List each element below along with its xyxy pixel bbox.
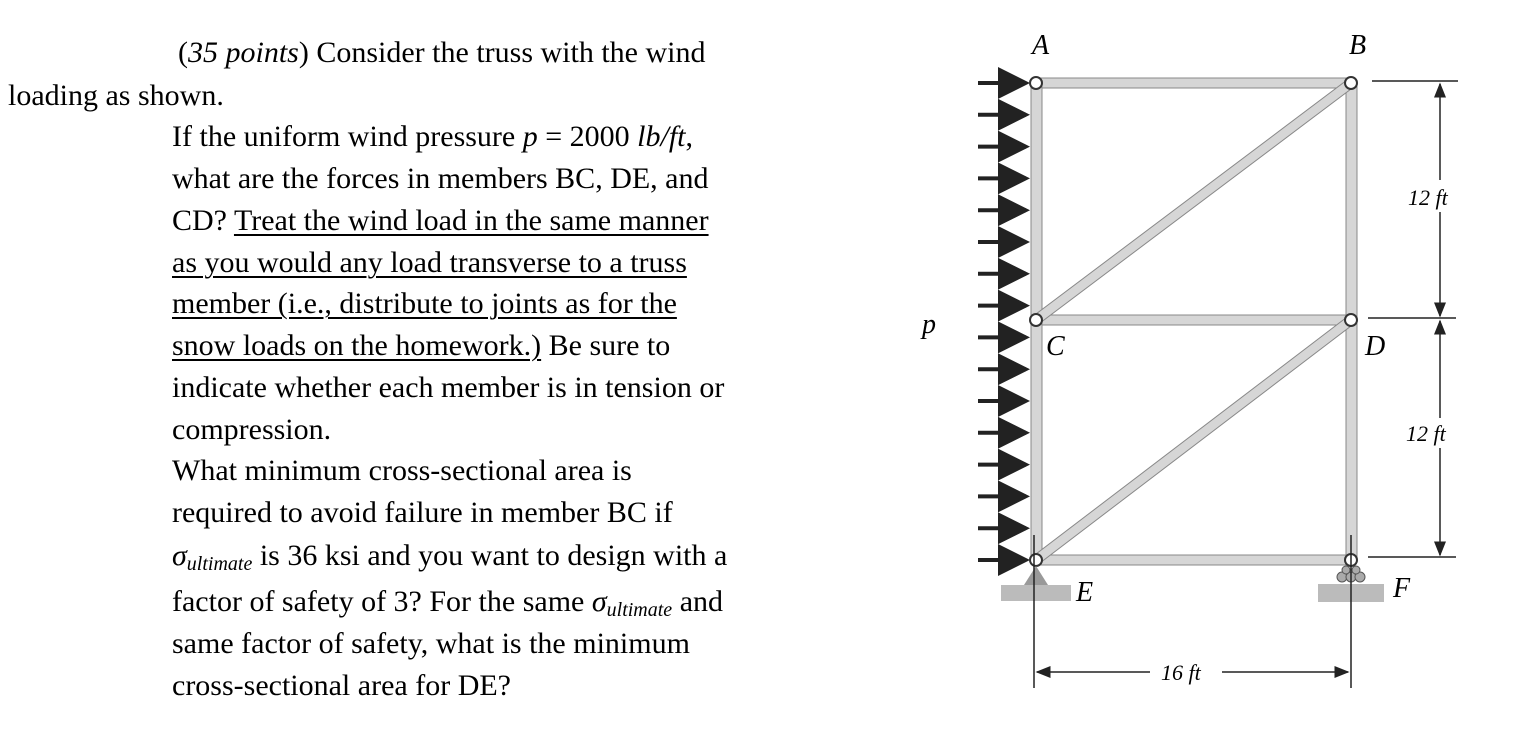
underlined-text: Treat the wind load in the same manner <box>233 204 709 237</box>
line-12: required to avoid failure in member BC if <box>172 496 673 529</box>
joint-label-C: C <box>1046 331 1065 362</box>
line-4: what are the forces in members BC, DE, and <box>172 162 709 195</box>
joint-C <box>1030 314 1042 326</box>
t: and <box>672 585 724 618</box>
member-BC <box>1036 77 1351 326</box>
t: If the uniform wind pressure <box>172 120 523 153</box>
joint-D <box>1345 314 1357 326</box>
line-2: loading as shown. <box>8 79 224 112</box>
load-label-p: p <box>922 309 936 340</box>
joint-E <box>1030 554 1042 566</box>
t: is 36 ksi and you want to design with a <box>252 539 728 572</box>
unit: lb/ft <box>637 120 686 153</box>
line-6: as you would any load transverse to a truss <box>172 246 687 279</box>
sigma: σ <box>591 585 607 618</box>
t: CD? <box>172 204 234 237</box>
joint-B <box>1345 77 1357 89</box>
line-11: What minimum cross-sectional area is <box>172 454 632 487</box>
joint-label-B: B <box>1349 30 1367 61</box>
member-EF <box>1036 555 1351 565</box>
member-DE <box>1036 314 1351 566</box>
t: , <box>685 120 694 153</box>
wind-load-arrows <box>978 83 1026 560</box>
line-10: compression. <box>172 413 332 446</box>
pin-support-icon <box>1024 566 1048 585</box>
line-9: indicate whether each member is in tension or <box>172 371 725 404</box>
dim-label-top: 12 ft <box>1408 185 1448 210</box>
dim-label-bottom: 12 ft <box>1406 421 1446 446</box>
p-var: p <box>522 120 538 153</box>
supports <box>1001 566 1384 602</box>
subscript: ultimate <box>606 599 673 621</box>
line-15: same factor of safety, what is the minimum <box>172 627 690 660</box>
truss-members <box>1031 77 1357 566</box>
member-CD <box>1036 315 1351 325</box>
sigma: σ <box>172 539 187 572</box>
subscript: ultimate <box>186 553 253 575</box>
t: Be sure to <box>541 329 671 362</box>
joint-label-E: E <box>1076 577 1094 608</box>
joint-label-D: D <box>1365 331 1386 362</box>
points: 35 points <box>188 36 299 69</box>
joint-label-A: A <box>1032 30 1050 61</box>
t: factor of safety of 3? For the same <box>172 585 592 618</box>
underlined-text: snow loads on the homework.) <box>172 329 542 362</box>
t: = 2000 <box>537 120 638 153</box>
dim-label-width: 16 ft <box>1161 660 1201 685</box>
ground-E <box>1001 585 1071 601</box>
line-7: member (i.e., distribute to joints as for the <box>172 287 677 320</box>
member-AB <box>1036 78 1351 88</box>
line-1: (35 points) Consider the truss with the wind <box>178 36 706 69</box>
line-16: cross-sectional area for DE? <box>172 669 511 702</box>
joint-label-F: F <box>1393 573 1411 604</box>
intro: ) Consider the truss with the wind <box>298 36 706 69</box>
joint-A <box>1030 77 1042 89</box>
